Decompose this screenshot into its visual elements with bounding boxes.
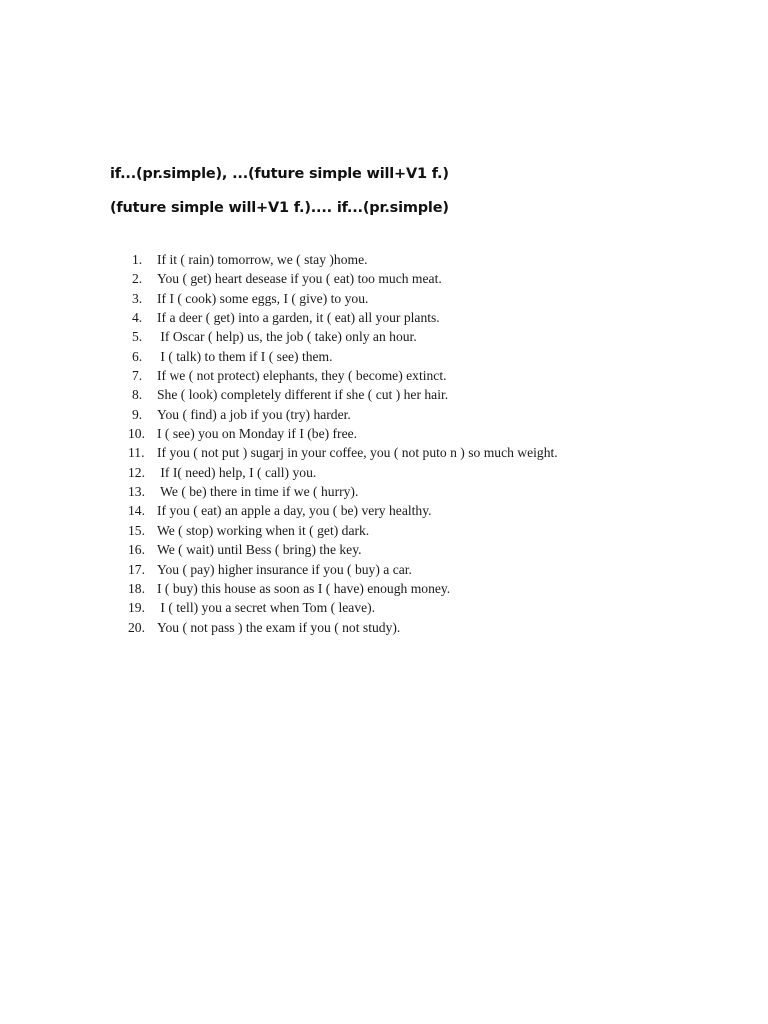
item-number: 15.: [128, 522, 145, 538]
list-item: [128, 521, 558, 540]
grammar-rule-heading-1: if...(pr.simple), ...(future simple will+V1 f.): [110, 166, 449, 182]
item-sentence: I ( buy) this house as soon as I ( have) enough money.: [157, 580, 451, 596]
item-number: 9.: [132, 406, 143, 422]
list-item: [128, 463, 558, 482]
item-sentence: You ( get) heart desease if you ( eat) too much meat.: [157, 271, 442, 287]
item-number: 5.: [132, 329, 143, 345]
item-sentence: I ( talk) to them if I ( see) them.: [157, 348, 333, 364]
list-item: [128, 443, 558, 462]
item-sentence: If you ( eat) an apple a day, you ( be) very healthy.: [157, 503, 432, 519]
item-sentence: We ( be) there in time if we ( hurry).: [157, 484, 359, 500]
list-item: [128, 618, 558, 637]
item-number: 16.: [128, 542, 145, 558]
item-number: 2.: [132, 271, 143, 287]
item-number: 10.: [128, 426, 145, 442]
item-sentence: We ( stop) working when it ( get) dark.: [157, 522, 370, 538]
item-sentence: If a deer ( get) into a garden, it ( eat) all your plants.: [157, 310, 440, 326]
list-item: [128, 424, 558, 443]
item-sentence: If it ( rain) tomorrow, we ( stay )home.: [157, 252, 368, 267]
item-number: 7.: [132, 368, 143, 384]
list-item: [128, 501, 558, 520]
list-item: [128, 385, 558, 404]
list-item: [128, 366, 558, 385]
list-item: [128, 405, 558, 424]
item-sentence: If Oscar ( help) us, the job ( take) only an hour.: [157, 329, 417, 345]
item-number: 20.: [128, 619, 145, 635]
item-number: 18.: [128, 580, 145, 596]
item-sentence: You ( pay) higher insurance if you ( buy) a car.: [157, 561, 412, 577]
exercise-list: [128, 250, 558, 637]
item-sentence: You ( not pass ) the exam if you ( not study).: [157, 619, 401, 635]
item-number: 11.: [128, 445, 145, 461]
item-number: 14.: [128, 503, 145, 519]
list-item: [128, 347, 558, 366]
grammar-rule-heading-2: (future simple will+V1 f.).... if...(pr.simple): [110, 200, 449, 216]
item-sentence: I ( tell) you a secret when Tom ( leave).: [157, 600, 376, 616]
list-item: [128, 269, 558, 288]
list-item: [128, 289, 558, 308]
list-item: [128, 560, 558, 579]
item-sentence: If I ( cook) some eggs, I ( give) to you.: [157, 290, 369, 306]
item-number: 19.: [128, 600, 145, 616]
list-item: [128, 540, 558, 559]
list-item: [128, 308, 558, 327]
list-item: [128, 579, 558, 598]
item-number: 1.: [132, 252, 143, 267]
item-sentence: If we ( not protect) elephants, they ( become) extinct.: [157, 368, 447, 384]
item-number: 17.: [128, 561, 145, 577]
item-number: 12.: [128, 464, 145, 480]
item-number: 3.: [132, 290, 143, 306]
item-sentence: You ( find) a job if you (try) harder.: [157, 406, 351, 422]
item-number: 13.: [128, 484, 145, 500]
item-sentence: I ( see) you on Monday if I (be) free.: [157, 426, 358, 442]
item-number: 8.: [132, 387, 143, 403]
list-item: [128, 482, 558, 501]
item-sentence: She ( look) completely different if she ( cut ) her hair.: [157, 387, 449, 403]
item-number: 6.: [132, 348, 143, 364]
item-sentence: If I( need) help, I ( call) you.: [157, 464, 317, 480]
item-sentence: We ( wait) until Bess ( bring) the key.: [157, 542, 362, 558]
list-item: [128, 327, 558, 346]
item-number: 4.: [132, 310, 143, 326]
list-item: [128, 598, 558, 617]
item-sentence: If you ( not put ) sugarj in your coffee, you ( not puto n ) so much weight.: [157, 445, 558, 461]
list-item: [128, 250, 558, 269]
